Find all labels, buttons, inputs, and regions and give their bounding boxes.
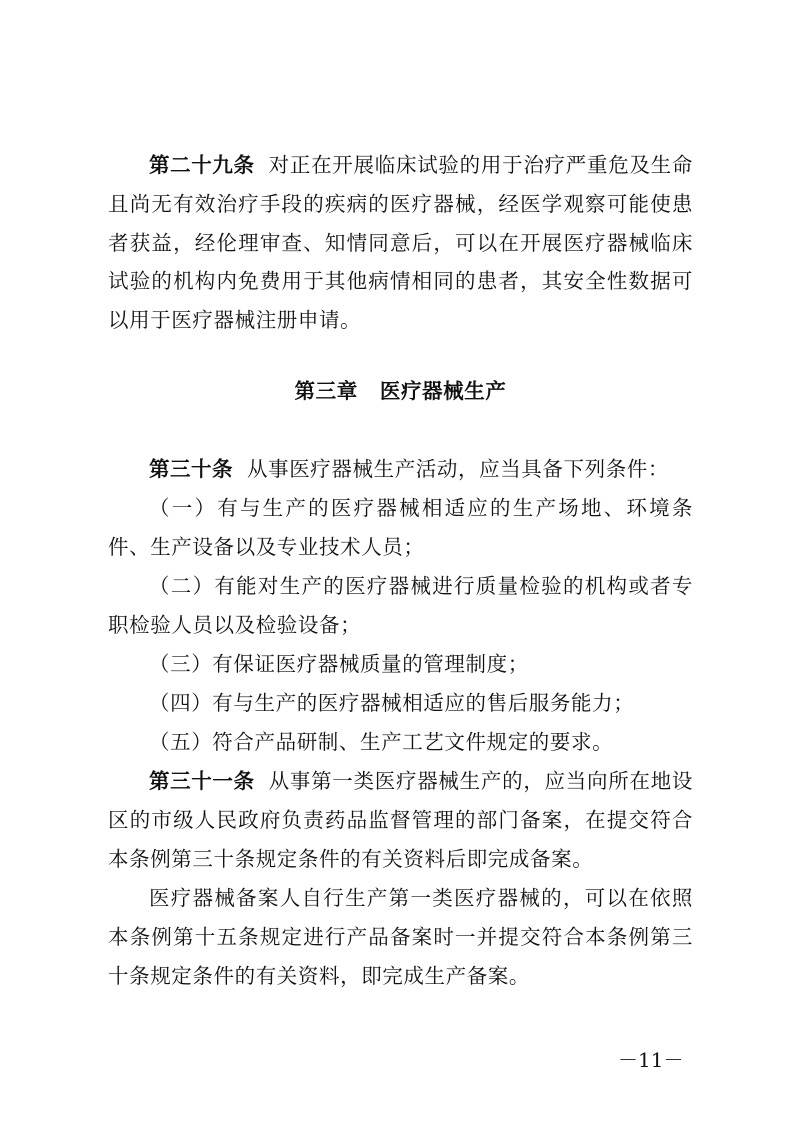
article-30-label: 第三十条 <box>149 457 233 481</box>
article-31-paragraph-2: 医疗器械备案人自行生产第一类医疗器械的，可以在依照本条例第十五条规定进行产品备案时一并提交符合本条例第三十条规定条件的有关资料，即完成生产备案。 <box>108 886 693 988</box>
chapter-number: 第三章 <box>294 379 358 403</box>
chapter-title: 医疗器械生产 <box>379 379 507 403</box>
article-29-text: 对正在开展临床试验的用于治疗严重危及生命且尚无有效治疗手段的疾病的医疗器械，经医学观察可能使患者获益，经伦理审查、知情同意后，可以在开展医疗器械临床试验的机构内免费用于其他病情相同的患者，其安全性数据可以用于医疗器械注册申请。 <box>108 153 693 333</box>
chapter-heading <box>108 372 693 410</box>
article-30-item-2: （二）有能对生产的医疗器械进行质量检验的机构或者专职检验人员以及检验设备； <box>108 574 693 637</box>
article-30-item-1: （一）有与生产的医疗器械相适应的生产场地、环境条件、生产设备以及专业技术人员； <box>108 496 693 559</box>
page-number: －11－ <box>618 1048 684 1072</box>
article-30-item-3: （三）有保证医疗器械质量的管理制度； <box>149 652 529 676</box>
article-31-text: 从事第一类医疗器械生产的，应当向所在地设区的市级人民政府负责药品监督管理的部门备案，在提交符合本条例第三十条规定条件的有关资料后即完成备案。 <box>108 769 693 871</box>
article-31-label: 第三十一条 <box>149 769 255 793</box>
article-29-paragraph <box>108 146 693 340</box>
article-30-item-5: （五）符合产品研制、生产工艺文件规定的要求。 <box>149 730 614 754</box>
article-30-paragraph <box>108 450 693 489</box>
article-30-item-4: （四）有与生产的医疗器械相适应的售后服务能力； <box>149 691 635 715</box>
article-31-paragraph <box>108 762 693 878</box>
article-30-text: 从事医疗器械生产活动，应当具备下列条件： <box>247 457 669 481</box>
article-29-label: 第二十九条 <box>149 153 255 177</box>
